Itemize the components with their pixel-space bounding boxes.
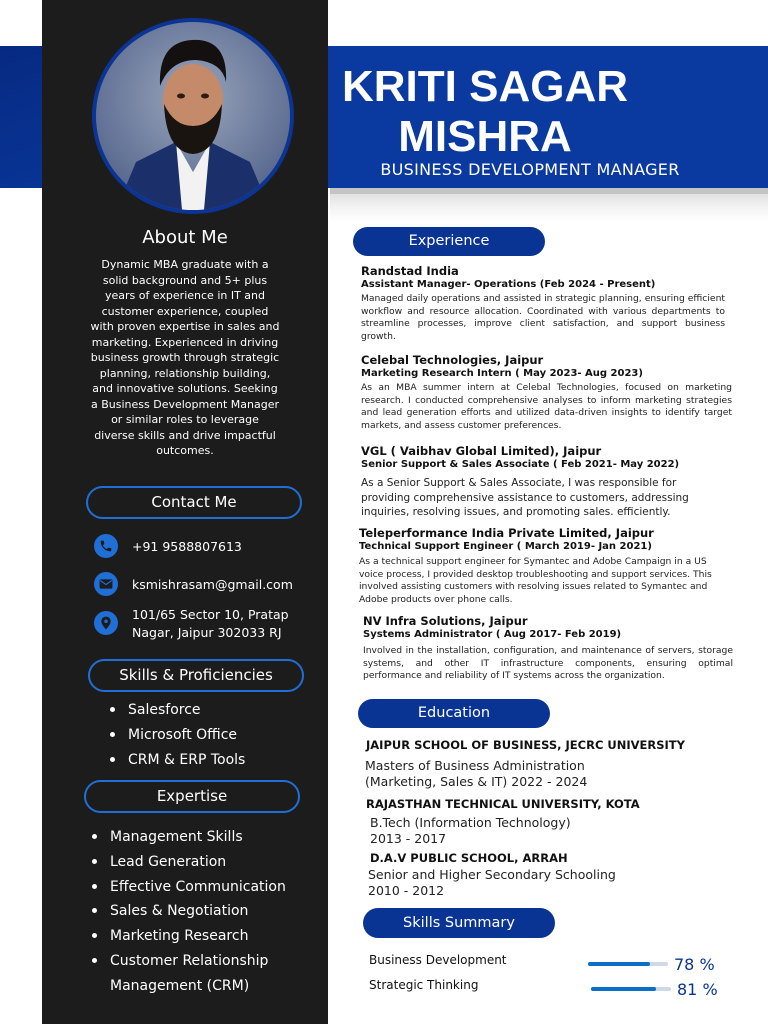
skill-name: Business Development — [369, 953, 507, 967]
job-title: BUSINESS DEVELOPMENT MANAGER — [380, 160, 680, 179]
location-icon — [94, 611, 118, 635]
contact-heading: Contact Me — [86, 486, 302, 519]
job-description: Managed daily operations and assisted in strategic planning, ensuring efficient workflow and resource allocation. Coordinated with various departments to streamline processes, improve client satisfaction, and support business growth. — [361, 293, 725, 342]
list-item: CRM & ERP Tools — [110, 748, 245, 773]
list-item: Customer Relationship — [92, 949, 286, 974]
person-name: KRITI SAGAR MISHRA — [342, 62, 628, 161]
about-heading: About Me — [142, 227, 228, 248]
job-role: Systems Administrator ( Aug 2017- Feb 2019) — [363, 629, 622, 640]
list-item-continuation: Management (CRM) — [110, 977, 250, 994]
job-description: Involved in the installation, configuration, and maintenance of servers, storage systems, and other IT infrastructure components, ensuring optimal performance and reliability of IT systems across the organization. — [363, 645, 733, 682]
header-strip — [330, 188, 768, 194]
edu-detail: 2013 - 2017 — [370, 831, 447, 846]
list-item: Effective Communication — [92, 875, 286, 900]
expertise-heading: Expertise — [84, 780, 300, 813]
expertise-list — [92, 825, 286, 999]
skills-summary-heading: Skills Summary — [363, 908, 555, 938]
edu-school: D.A.V PUBLIC SCHOOL, ARRAH — [370, 851, 568, 865]
skills-heading: Skills & Proficiencies — [88, 659, 304, 692]
email-text: ksmishrasam@gmail.com — [132, 577, 293, 592]
edu-degree: B.Tech (Information Technology) — [370, 815, 571, 830]
list-item: Management Skills — [92, 825, 286, 850]
edu-degree: Masters of Business Administration — [365, 758, 585, 773]
list-item: Marketing Research — [92, 924, 286, 949]
edu-school: RAJASTHAN TECHNICAL UNIVERSITY, KOTA — [366, 797, 640, 811]
job-company: NV Infra Solutions, Jaipur — [363, 614, 528, 628]
skills-list — [110, 698, 245, 773]
job-entry — [361, 444, 701, 520]
skill-bar-track — [588, 962, 668, 966]
edu-degree: Senior and Higher Secondary Schooling — [368, 867, 616, 882]
edu-detail: (Marketing, Sales & IT) 2022 - 2024 — [365, 774, 588, 789]
list-item: Lead Generation — [92, 850, 286, 875]
phone-text: +91 9588807613 — [132, 539, 242, 554]
job-entry — [359, 526, 727, 606]
job-role: Assistant Manager- Operations (Feb 2024 - Present) — [361, 279, 656, 290]
about-text: Dynamic MBA graduate with a solid background and 5+ plus years of experience in IT and customer experience, coupled with proven expertise in sales and marketing. Experienced in driving business growth through strategic planning, relationship building, and innovative solutions. Seeking a Business Development Manager or similar roles to leverage diverse skills and drive impactful outcomes. — [90, 258, 280, 457]
list-item: Microsoft Office — [110, 723, 245, 748]
edu-detail: 2010 - 2012 — [368, 883, 445, 898]
job-entry — [363, 614, 733, 683]
skill-name: Strategic Thinking — [369, 978, 479, 992]
skill-percent: 78 % — [674, 955, 715, 974]
job-entry — [361, 264, 725, 343]
skill-bar-fill — [588, 962, 650, 966]
address-line-2: Nagar, Jaipur 302033 RJ — [132, 625, 282, 640]
job-company: Randstad India — [361, 264, 459, 278]
job-role: Marketing Research Intern ( May 2023- Aug 2023) — [361, 368, 643, 379]
edu-school: JAIPUR SCHOOL OF BUSINESS, JECRC UNIVERSITY — [366, 738, 685, 752]
job-entry — [361, 353, 732, 432]
job-description: As an MBA summer intern at Celebal Technologies, focused on marketing research. I conducted comprehensive analyses to inform marketing strategies and lead generation efforts and utilized data-driven insights to identify target markets, and assess customer preferences. — [361, 382, 732, 431]
job-role: Senior Support & Sales Associate ( Feb 2021- May 2022) — [361, 459, 680, 470]
job-role: Technical Support Engineer ( March 2019- Jan 2021) — [359, 541, 652, 552]
email-icon — [94, 572, 118, 596]
address-line-1: 101/65 Sector 10, Pratap — [132, 607, 289, 622]
experience-heading: Experience — [353, 227, 545, 256]
profile-photo — [92, 18, 294, 214]
skill-percent: 81 % — [677, 980, 718, 999]
list-item: Salesforce — [110, 698, 245, 723]
job-company: VGL ( Vaibhav Global Limited), Jaipur — [361, 444, 602, 458]
education-heading: Education — [358, 699, 550, 728]
job-description: As a Senior Support & Sales Associate, I was responsible for providing comprehensive assistance to customers, addressing inquiries, resolving issues, and promoting sales. efficiently. — [361, 477, 689, 518]
list-item: Sales & Negotiation — [92, 899, 286, 924]
skill-bar-fill — [591, 987, 656, 991]
job-company: Teleperformance India Private Limited, Jaipur — [359, 526, 654, 540]
skill-bar-track — [591, 987, 671, 991]
job-company: Celebal Technologies, Jaipur — [361, 353, 544, 367]
phone-icon — [94, 534, 118, 558]
job-description: As a technical support engineer for Symantec and Adobe Campaign in a US voice process, I provided desktop troubleshooting and support services. This involved assisting customers with resolving issues related to Symantec and Adobe products over phone calls. — [359, 556, 712, 605]
